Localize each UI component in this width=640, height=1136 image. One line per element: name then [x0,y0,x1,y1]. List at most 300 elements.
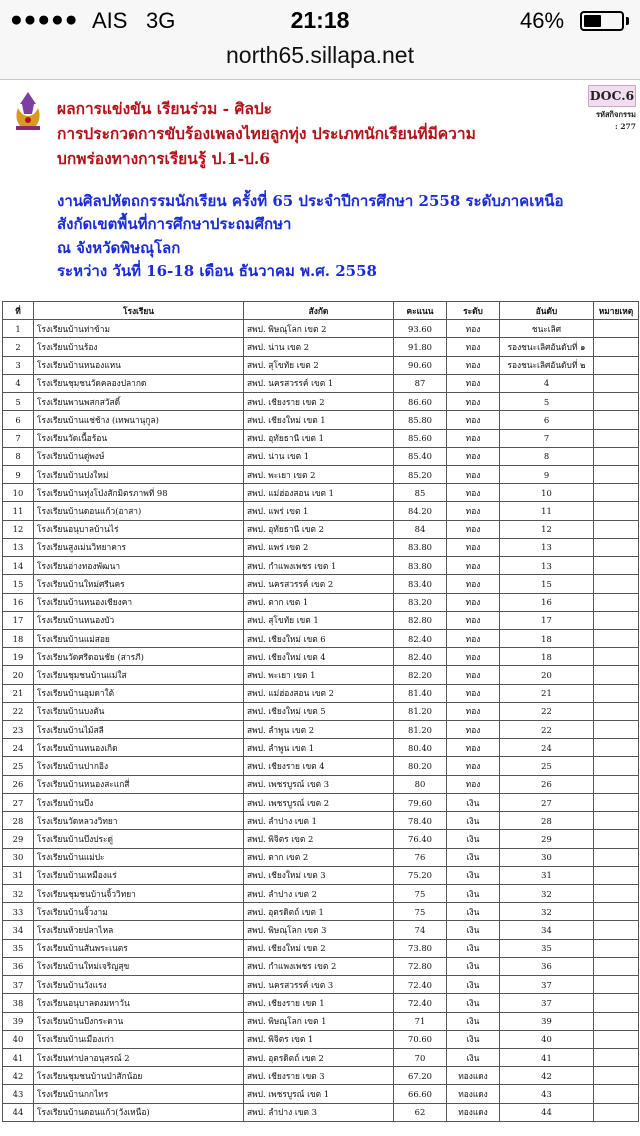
title-line: ผลการแข่งขัน เรียนร่วม - ศิลปะ [57,99,273,118]
row-number: 13 [3,538,34,556]
affiliation: สพป. เชียงใหม่ เขต 1 [244,411,394,429]
affiliation: สพป. ลำปาง เขต 2 [244,885,394,903]
table-row [3,666,639,684]
remark [594,629,639,647]
activity-code [570,109,636,133]
score: 83.80 [394,557,447,575]
medal-level: เงิน [447,866,500,884]
school-name: โรงเรียนบ้านบึง [34,793,244,811]
score: 93.60 [394,320,447,338]
logo-icon [6,90,50,134]
status-bar [0,0,640,40]
network-type: 3G [146,8,176,33]
score: 62 [394,1103,447,1121]
rank: 30 [500,848,594,866]
score: 82.40 [394,648,447,666]
rank: 28 [500,812,594,830]
event-info [57,190,617,284]
remark [594,465,639,483]
table-row [3,866,639,884]
rank: 25 [500,757,594,775]
affiliation: สพป. นครสวรรค์ เขต 3 [244,976,394,994]
row-number: 33 [3,903,34,921]
rank: 32 [500,903,594,921]
score: 80.40 [394,739,447,757]
medal-level: ทอง [447,775,500,793]
remark [594,447,639,465]
table-row [3,338,639,356]
medal-level: เงิน [447,830,500,848]
score: 80.20 [394,757,447,775]
score: 85 [394,484,447,502]
table-row [3,830,639,848]
title-line: การประกวดการขับร้องเพลงไทยลูกทุ่ง ประเภทนักเรียนที่มีความ [57,124,476,143]
score: 85.80 [394,411,447,429]
table-row [3,775,639,793]
medal-level: ทอง [447,484,500,502]
affiliation: สพป. เชียงราย เขต 1 [244,994,394,1012]
affiliation: สพป. นครสวรรค์ เขต 2 [244,575,394,593]
row-number: 19 [3,648,34,666]
affiliation: สพป. เชียงราย เขต 3 [244,1067,394,1085]
header-school: โรงเรียน [34,302,244,320]
medal-level: เงิน [447,1012,500,1030]
remark [594,429,639,447]
row-number: 21 [3,684,34,702]
rank: 24 [500,739,594,757]
remark [594,848,639,866]
row-number: 12 [3,520,34,538]
event-line: ระหว่าง วันที่ 16-18 เดือน ธันวาคม พ.ศ. 2558 [57,262,377,281]
activity-code-label: รหัสกิจกรรม [595,110,636,119]
table-row [3,957,639,975]
affiliation: สพป. กำแพงเพชร เขต 1 [244,557,394,575]
rank: 7 [500,429,594,447]
medal-level: เงิน [447,994,500,1012]
row-number: 24 [3,739,34,757]
remark [594,666,639,684]
affiliation: สพป. เชียงใหม่ เขต 6 [244,629,394,647]
affiliation: สพป. เพชรบูรณ์ เขต 1 [244,1085,394,1103]
row-number: 2 [3,338,34,356]
remark [594,1012,639,1030]
table-row [3,757,639,775]
medal-level: ทอง [447,429,500,447]
header-score: คะแนน [394,302,447,320]
rank: 43 [500,1085,594,1103]
school-name: โรงเรียนบ้านแม่ปะ [34,848,244,866]
medal-level: ทอง [447,338,500,356]
score: 83.80 [394,538,447,556]
school-name: โรงเรียนบ้านแม่สอย [34,629,244,647]
row-number: 36 [3,957,34,975]
row-number: 43 [3,1085,34,1103]
event-line: งานศิลปหัตถกรรมนักเรียน ครั้งที่ 65 ประจำปีการศึกษา 2558 ระดับภาคเหนือ [57,192,564,210]
table-row [3,320,639,338]
score: 81.40 [394,684,447,702]
table-row [3,393,639,411]
remark [594,411,639,429]
medal-level: ทองแดง [447,1067,500,1085]
school-name: โรงเรียนบ้านบงตัน [34,702,244,720]
rank: 36 [500,957,594,975]
remark [594,575,639,593]
medal-level: ทอง [447,320,500,338]
table-row [3,721,639,739]
row-number: 17 [3,611,34,629]
affiliation: สพป. เชียงราย เขต 2 [244,393,394,411]
affiliation: สพป. สุโขทัย เขต 2 [244,356,394,374]
medal-level: เงิน [447,1030,500,1048]
header-remark: หมายเหตุ [594,302,639,320]
school-name: โรงเรียนบ้านบึงประดู่ [34,830,244,848]
rank: 32 [500,885,594,903]
medal-level: เงิน [447,957,500,975]
table-row [3,1085,639,1103]
table-row [3,739,639,757]
carrier-name: AIS [92,8,128,33]
doc-tag-badge: DOC.6 [588,85,636,107]
medal-level: ทอง [447,702,500,720]
affiliation: สพป. ตาก เขต 1 [244,593,394,611]
remark [594,739,639,757]
score: 72.40 [394,976,447,994]
medal-level: เงิน [447,848,500,866]
school-name: โรงเรียนบ้านร้อง [34,338,244,356]
school-name: โรงเรียนท่าปลาอนุสรณ์ 2 [34,1048,244,1066]
row-number: 9 [3,465,34,483]
remark [594,1103,639,1121]
row-number: 8 [3,447,34,465]
medal-level: เงิน [447,939,500,957]
remark [594,593,639,611]
school-name: โรงเรียนบ้านดอนแก้ว(อาสา) [34,502,244,520]
table-row [3,684,639,702]
rank: 6 [500,411,594,429]
row-number: 40 [3,1030,34,1048]
table-row [3,356,639,374]
table-header-row [3,302,639,320]
rank: 12 [500,520,594,538]
remark [594,611,639,629]
table-row [3,921,639,939]
row-number: 29 [3,830,34,848]
rank: 42 [500,1067,594,1085]
remark [594,921,639,939]
rank: 4 [500,374,594,392]
school-name: โรงเรียนบ้านเหมืองแร่ [34,866,244,884]
school-name: โรงเรียนบ้านกกไทร [34,1085,244,1103]
score: 82.40 [394,629,447,647]
school-name: โรงเรียนบ้านหนองแหน [34,356,244,374]
address-bar[interactable] [0,40,640,80]
school-name: โรงเรียนอ่างทองพัฒนา [34,557,244,575]
affiliation: สพป. ลำพูน เขต 1 [244,739,394,757]
score: 71 [394,1012,447,1030]
affiliation: สพป. นครสวรรค์ เขต 1 [244,374,394,392]
rank: 10 [500,484,594,502]
affiliation: สพป. เพชรบูรณ์ เขต 3 [244,775,394,793]
rank: 16 [500,593,594,611]
rank: 35 [500,939,594,957]
event-line: สังกัดเขตพื้นที่การศึกษาประถมศึกษา [57,215,292,234]
rank: 40 [500,1030,594,1048]
activity-code-value: : 277 [614,122,636,131]
table-row [3,411,639,429]
remark [594,538,639,556]
table-row [3,593,639,611]
school-name: โรงเรียนบ้านทุ่งโป่งสักมิตรภาพที่ 98 [34,484,244,502]
row-number: 27 [3,793,34,811]
row-number: 35 [3,939,34,957]
remark [594,721,639,739]
remark [594,484,639,502]
medal-level: ทองแดง [447,1103,500,1121]
medal-level: ทอง [447,356,500,374]
school-name: โรงเรียนบ้านดู่พงษ์ [34,447,244,465]
battery-icon [580,11,624,31]
rank: 18 [500,648,594,666]
affiliation: สพป. พิษณุโลก เขต 1 [244,1012,394,1030]
score: 70 [394,1048,447,1066]
row-number: 44 [3,1103,34,1121]
score: 75 [394,903,447,921]
rank: 26 [500,775,594,793]
row-number: 10 [3,484,34,502]
remark [594,885,639,903]
medal-level: ทอง [447,739,500,757]
remark [594,793,639,811]
remark [594,374,639,392]
school-name: โรงเรียนบ้านปงใหม่ [34,465,244,483]
signal-strength-icon: ●●●●● [10,8,79,31]
medal-level: ทอง [447,611,500,629]
score: 66.60 [394,1085,447,1103]
rank: 20 [500,666,594,684]
table-row [3,812,639,830]
affiliation: สพป. พิจิตร เขต 1 [244,1030,394,1048]
header-no: ที่ [3,302,34,320]
remark [594,812,639,830]
medal-level: ทอง [447,757,500,775]
medal-level: ทอง [447,721,500,739]
row-number: 38 [3,994,34,1012]
school-name: โรงเรียนบ้านบึงกระดาน [34,1012,244,1030]
score: 81.20 [394,702,447,720]
affiliation: สพป. อุตรดิตถ์ เขต 2 [244,1048,394,1066]
school-name: โรงเรียนบ้านใหม่เจริญสุข [34,957,244,975]
school-name: โรงเรียนวัดศรีดอนชัย (สารภี) [34,648,244,666]
medal-level: ทอง [447,447,500,465]
table-row [3,374,639,392]
battery-level [584,15,601,27]
medal-level: เงิน [447,976,500,994]
medal-level: ทอง [447,411,500,429]
result-title [57,96,577,171]
affiliation: สพป. ลำปาง เขต 3 [244,1103,394,1121]
remark [594,903,639,921]
medal-level: ทอง [447,557,500,575]
table-row [3,502,639,520]
affiliation: สพป. พิษณุโลก เขต 3 [244,921,394,939]
affiliation: สพป. แม่ฮ่องสอน เขต 1 [244,484,394,502]
remark [594,684,639,702]
results-table [2,301,639,1122]
table-row [3,575,639,593]
affiliation: สพป. อุทัยธานี เขต 1 [244,429,394,447]
affiliation: สพป. พะเยา เขต 1 [244,666,394,684]
rank: 21 [500,684,594,702]
score: 73.80 [394,939,447,957]
battery-tip [626,17,629,25]
header-rank: อันดับ [500,302,594,320]
school-name: โรงเรียนชุมชนบ้านป่าสักน้อย [34,1067,244,1085]
row-number: 20 [3,666,34,684]
school-name: โรงเรียนบ้านหนองบัว [34,611,244,629]
url-text[interactable]: north65.sillapa.net [226,42,414,68]
table-row [3,1012,639,1030]
score: 72.80 [394,957,447,975]
remark [594,939,639,957]
school-name: โรงเรียนชุมชนบ้านจิ้ววิทยา [34,885,244,903]
table-row [3,939,639,957]
score: 76.40 [394,830,447,848]
medal-level: ทอง [447,648,500,666]
school-name: โรงเรียนวัดเนื้อร้อน [34,429,244,447]
school-name: โรงเรียนสูงเม่นวิทยาคาร [34,538,244,556]
score: 81.20 [394,721,447,739]
score: 67.20 [394,1067,447,1085]
medal-level: ทอง [447,684,500,702]
rank: 13 [500,557,594,575]
row-number: 25 [3,757,34,775]
table-row [3,429,639,447]
row-number: 34 [3,921,34,939]
school-name: โรงเรียนอนุบาลบ้านไร่ [34,520,244,538]
rank: 39 [500,1012,594,1030]
medal-level: ทองแดง [447,1085,500,1103]
remark [594,994,639,1012]
school-name: โรงเรียนห้วยปลาไหล [34,921,244,939]
rank: 18 [500,629,594,647]
medal-level: ทอง [447,502,500,520]
remark [594,830,639,848]
remark [594,1067,639,1085]
row-number: 7 [3,429,34,447]
affiliation: สพป. พิษณุโลก เขต 2 [244,320,394,338]
event-line: ณ จังหวัดพิษณุโลก [57,238,181,257]
row-number: 42 [3,1067,34,1085]
affiliation: สพป. เชียงราย เขต 4 [244,757,394,775]
school-name: โรงเรียนบ้านดอนแก้ว(วังเหนือ) [34,1103,244,1121]
header-affiliation: สังกัด [244,302,394,320]
school-name: โรงเรียนบ้านหนองเกิด [34,739,244,757]
score: 70.60 [394,1030,447,1048]
remark [594,356,639,374]
header-level: ระดับ [447,302,500,320]
remark [594,338,639,356]
rank: 8 [500,447,594,465]
school-name: โรงเรียนบ้านวังแรง [34,976,244,994]
row-number: 31 [3,866,34,884]
row-number: 6 [3,411,34,429]
table-row [3,1103,639,1121]
rank: 27 [500,793,594,811]
remark [594,702,639,720]
medal-level: ทอง [447,538,500,556]
affiliation: สพป. แพร่ เขต 2 [244,538,394,556]
affiliation: สพป. เชียงใหม่ เขต 5 [244,702,394,720]
rank: 37 [500,994,594,1012]
rank: 34 [500,921,594,939]
score: 86.60 [394,393,447,411]
table-row [3,484,639,502]
affiliation: สพป. น่าน เขต 1 [244,447,394,465]
score: 90.60 [394,356,447,374]
remark [594,557,639,575]
affiliation: สพป. เชียงใหม่ เขต 3 [244,866,394,884]
score: 84 [394,520,447,538]
score: 75 [394,885,447,903]
table-row [3,538,639,556]
row-number: 26 [3,775,34,793]
row-number: 16 [3,593,34,611]
row-number: 32 [3,885,34,903]
rank: 17 [500,611,594,629]
school-name: โรงเรียนพานพสกสวัสดิ์ [34,393,244,411]
affiliation: สพป. อุตรดิตถ์ เขต 1 [244,903,394,921]
remark [594,775,639,793]
rank: 44 [500,1103,594,1121]
medal-level: ทอง [447,575,500,593]
rank: 22 [500,702,594,720]
row-number: 15 [3,575,34,593]
score: 84.20 [394,502,447,520]
table-row [3,648,639,666]
table-row [3,1048,639,1066]
table-row [3,557,639,575]
rank: 37 [500,976,594,994]
score: 87 [394,374,447,392]
rank: 22 [500,721,594,739]
affiliation: สพป. แพร่ เขต 1 [244,502,394,520]
remark [594,502,639,520]
medal-level: เงิน [447,903,500,921]
score: 91.80 [394,338,447,356]
school-name: โรงเรียนบ้านอุมดาใต้ [34,684,244,702]
remark [594,957,639,975]
medal-level: ทอง [447,465,500,483]
school-name: โรงเรียนบ้านแช่ช้าง (เทพนานุกูล) [34,411,244,429]
affiliation: สพป. สุโขทัย เขต 1 [244,611,394,629]
affiliation: สพป. อุทัยธานี เขต 2 [244,520,394,538]
school-name: โรงเรียนบ้านท่าข้าม [34,320,244,338]
score: 82.80 [394,611,447,629]
score: 79.60 [394,793,447,811]
remark [594,757,639,775]
medal-level: เงิน [447,793,500,811]
score: 85.40 [394,447,447,465]
row-number: 23 [3,721,34,739]
table-row [3,702,639,720]
rank: 11 [500,502,594,520]
school-name: โรงเรียนชุมชนบ้านแม่ใส [34,666,244,684]
medal-level: เงิน [447,885,500,903]
score: 85.20 [394,465,447,483]
score: 82.20 [394,666,447,684]
score: 75.20 [394,866,447,884]
affiliation: สพป. แม่ฮ่องสอน เขต 2 [244,684,394,702]
